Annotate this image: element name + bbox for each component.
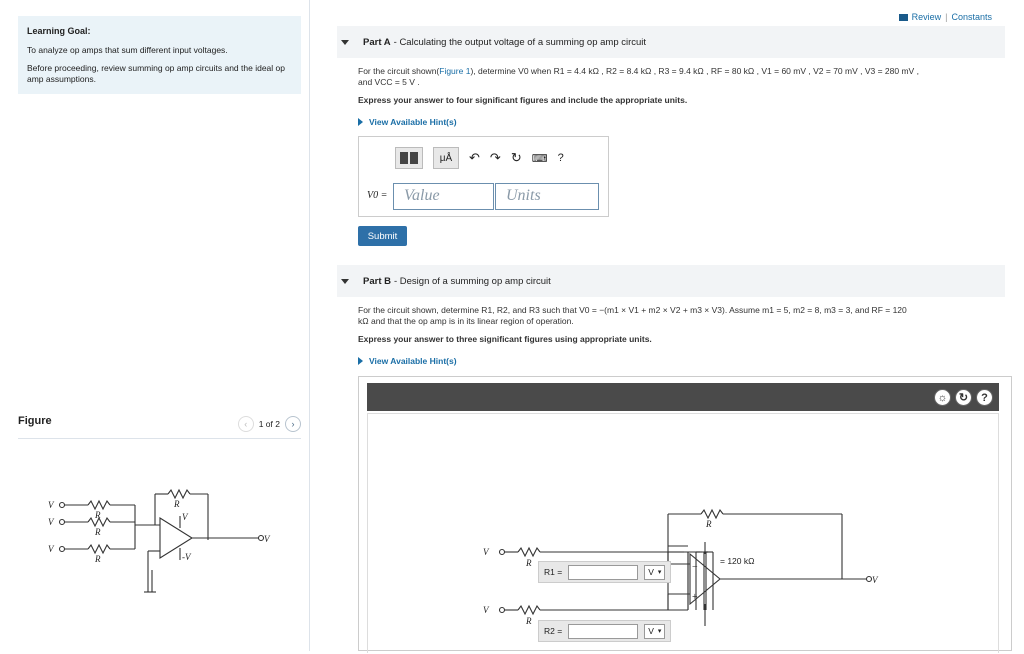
part-b-letter: Part B xyxy=(363,275,391,287)
svg-text:-V: -V xyxy=(182,552,191,562)
figure-header xyxy=(18,413,301,439)
template-icon[interactable] xyxy=(395,147,423,169)
part-b-design-widget xyxy=(358,376,1012,651)
svg-text:V: V xyxy=(872,575,878,585)
part-a-answer-box xyxy=(358,136,609,217)
widget-circuit-canvas xyxy=(367,413,999,653)
units-symbol-button[interactable]: μÅ xyxy=(433,147,459,169)
answer-label: V0 = xyxy=(367,190,388,201)
keyboard-icon[interactable]: ⌨ xyxy=(531,152,548,165)
value-input[interactable]: Value xyxy=(393,183,494,210)
part-a-question-pre: For the circuit shown( xyxy=(358,66,440,76)
rf-value-text: = 120 kΩ xyxy=(720,556,755,566)
part-a-question-line2: and VCC = 5 V . xyxy=(358,77,420,88)
review-icon xyxy=(899,14,908,21)
svg-text:V: V xyxy=(483,605,489,615)
part-b-question-line2: kΩ and that the op amp is in its linear region of operation. xyxy=(358,316,574,327)
learning-goal-line1: To analyze op amps that sum different input voltages. xyxy=(27,45,228,56)
r2-label: R2 = xyxy=(544,626,563,636)
r1-unit-select[interactable] xyxy=(644,565,665,580)
svg-text:R: R xyxy=(174,499,180,509)
svg-text:R: R xyxy=(526,616,532,626)
part-a-question-post: ), determine V0 when R1 = 4.4 kΩ , R2 = 8.4 kΩ , R3 = 9.4 kΩ , RF = 80 kΩ , V1 = 60 mV , V2 = 70 mV , V3 = 280 mV , xyxy=(470,66,919,76)
svg-text:R: R xyxy=(95,510,101,520)
svg-text:R: R xyxy=(95,554,101,564)
figure-1-link[interactable]: Figure 1 xyxy=(439,66,471,76)
expand-triangle-icon xyxy=(358,357,363,365)
help-icon[interactable]: ? xyxy=(557,152,564,164)
svg-text:V: V xyxy=(182,512,188,522)
svg-text:V: V xyxy=(48,517,54,527)
svg-text:V: V xyxy=(48,500,54,510)
answer-toolbar xyxy=(395,147,564,169)
part-b-hint-label: View Available Hint(s) xyxy=(369,356,457,366)
submit-button[interactable]: Submit xyxy=(358,226,407,246)
widget-toolbar xyxy=(367,383,999,411)
reset-icon[interactable]: ↻ xyxy=(955,389,972,406)
r1-label: R1 = xyxy=(544,567,563,577)
figure-title: Figure xyxy=(18,415,52,427)
r2-entry xyxy=(538,620,671,642)
svg-text:R: R xyxy=(526,558,532,568)
review-link[interactable]: Review xyxy=(911,12,942,22)
svg-text:V: V xyxy=(264,534,270,544)
r1-entry xyxy=(538,561,671,583)
part-b-question xyxy=(358,305,1008,328)
review-constants-bar xyxy=(899,12,992,22)
bulb-icon[interactable]: ☼ xyxy=(934,389,951,406)
svg-text:R: R xyxy=(95,527,101,537)
reset-icon[interactable]: ↻ xyxy=(510,150,522,165)
summing-opamp-figure xyxy=(40,480,280,610)
part-a-hint-toggle[interactable] xyxy=(358,117,457,127)
next-figure-button[interactable]: › xyxy=(285,416,301,432)
collapse-triangle-icon[interactable] xyxy=(341,279,349,284)
design-circuit-diagram xyxy=(368,414,998,654)
learning-goal-line2: Before proceeding, review summing op amp circuits and the ideal op amp assumptions. xyxy=(27,62,285,84)
r2-unit-value: V xyxy=(648,626,654,636)
part-a-instruction: Express your answer to four significant figures and include the appropriate units. xyxy=(358,95,688,105)
part-b-title: - Design of a summing op amp circuit xyxy=(393,275,551,287)
prev-figure-button[interactable]: ‹ xyxy=(238,416,254,432)
r2-unit-select[interactable] xyxy=(644,624,665,639)
expand-triangle-icon xyxy=(358,118,363,126)
svg-text:+: + xyxy=(692,592,698,603)
units-input[interactable]: Units xyxy=(495,183,599,210)
part-b-hint-toggle[interactable] xyxy=(358,356,457,366)
dropdown-arrow-icon: ▾ xyxy=(657,628,662,635)
collapse-triangle-icon[interactable] xyxy=(341,40,349,45)
help-icon[interactable]: ? xyxy=(976,389,993,406)
part-b-instruction: Express your answer to three significant figures using appropriate units. xyxy=(358,334,652,344)
svg-text:−: − xyxy=(692,562,698,573)
learning-goal-title: Learning Goal: xyxy=(27,26,91,36)
learning-goal-box xyxy=(18,16,301,94)
part-a-letter: Part A xyxy=(363,36,391,48)
part-a-question xyxy=(358,66,1008,89)
undo-icon[interactable]: ↶ xyxy=(469,150,480,165)
part-b-question-line1: For the circuit shown, determine R1, R2, and R3 such that V0 = −(m1 × V1 + m2 × V2 + m3 × V3). Assume m1 = 5, m2 = 8, m3 = 3, and RF = 120 xyxy=(358,305,907,315)
figure-pager xyxy=(238,416,301,432)
part-b-header[interactable] xyxy=(337,265,1005,297)
r1-input[interactable] xyxy=(568,565,638,580)
svg-text:R: R xyxy=(706,519,712,529)
left-panel xyxy=(0,0,310,651)
r1-unit-value: V xyxy=(648,567,654,577)
part-a-title: - Calculating the output voltage of a summing op amp circuit xyxy=(393,36,647,48)
svg-text:V: V xyxy=(48,544,54,554)
figure-page-indicator: 1 of 2 xyxy=(258,419,280,429)
r2-input[interactable] xyxy=(568,624,638,639)
redo-icon[interactable]: ↷ xyxy=(489,150,501,165)
constants-link[interactable]: Constants xyxy=(951,12,992,22)
part-a-header[interactable] xyxy=(337,26,1005,58)
dropdown-arrow-icon: ▾ xyxy=(657,569,662,576)
part-a-hint-label: View Available Hint(s) xyxy=(369,117,457,127)
svg-text:V: V xyxy=(483,547,489,557)
widget-icons xyxy=(934,389,993,406)
topbar-separator: | xyxy=(945,12,948,22)
